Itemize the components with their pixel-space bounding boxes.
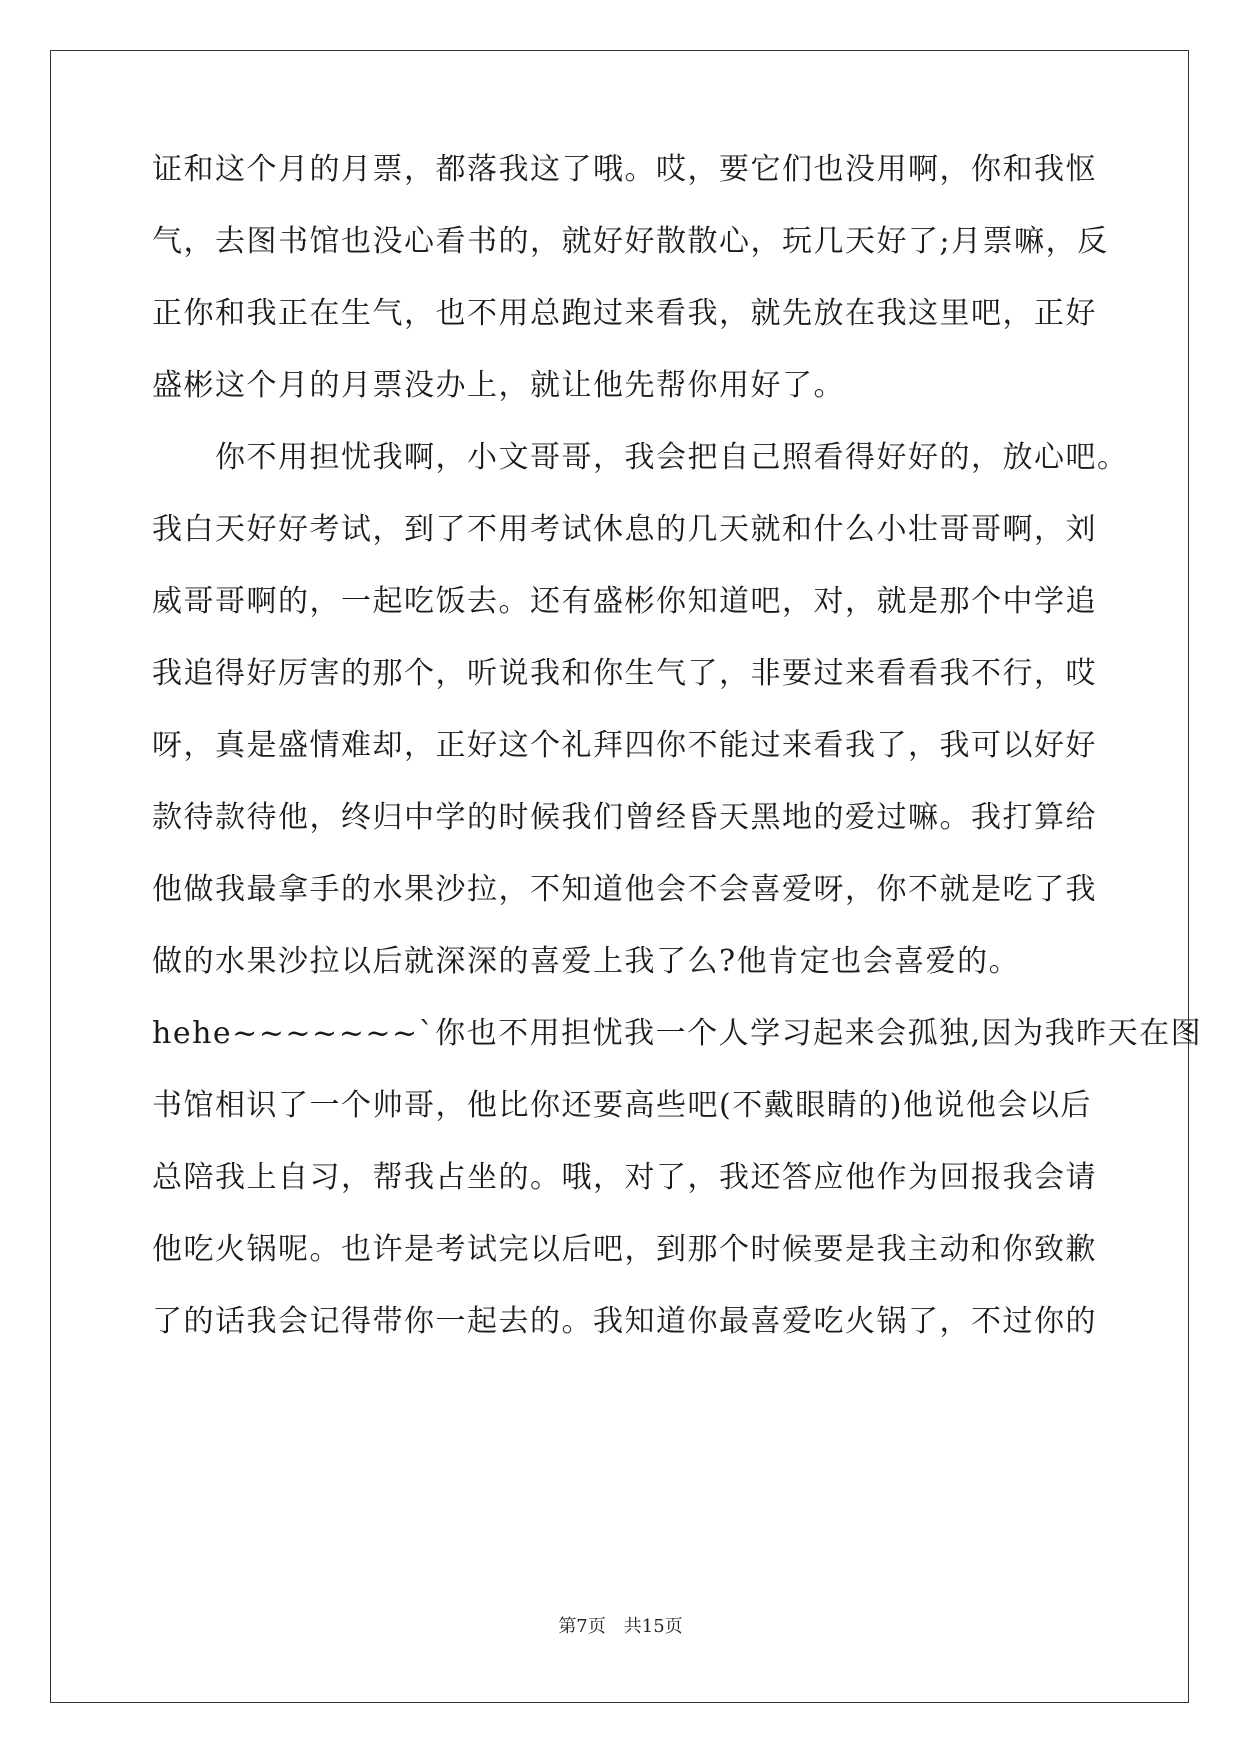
text-line: 我追得好厉害的那个，听说我和你生气了，非要过来看看我不行，哎 [152, 656, 1097, 691]
text-line: 我白天好好考试，到了不用考试休息的几天就和什么小壮哥哥啊，刘 [152, 512, 1097, 547]
text-line: 证和这个月的月票，都落我这了哦。哎，要它们也没用啊，你和我怄 [152, 152, 1097, 187]
page-footer [0, 1616, 1241, 1638]
text-line: 呀，真是盛情难却，正好这个礼拜四你不能过来看我了，我可以好好 [152, 728, 1097, 763]
text-line: 他做我最拿手的水果沙拉，不知道他会不会喜爱呀，你不就是吃了我 [152, 872, 1097, 907]
text-line: 他吃火锅呢。也许是考试完以后吧，到那个时候要是我主动和你致歉 [152, 1232, 1097, 1267]
page-total: 共15页 [623, 1616, 683, 1637]
page-number: 第7页 [558, 1616, 606, 1637]
text-line: 正你和我正在生气，也不用总跑过来看我，就先放在我这里吧，正好 [152, 296, 1097, 331]
text-line: 了的话我会记得带你一起去的。我知道你最喜爱吃火锅了，不过你的 [152, 1304, 1097, 1339]
text-line: 气，去图书馆也没心看书的，就好好散散心，玩几天好了;月票嘛，反 [152, 224, 1109, 259]
text-line: 盛彬这个月的月票没办上，就让他先帮你用好了。 [152, 368, 845, 403]
text-line: 书馆相识了一个帅哥，他比你还要高些吧(不戴眼睛的)他说他会以后 [152, 1088, 1092, 1123]
text-line: hehe~~~~~~~`你也不用担忧我一个人学习起来会孤独,因为我昨天在图 [152, 1016, 1203, 1051]
text-line: 款待款待他，终归中学的时候我们曾经昏天黑地的爱过嘛。我打算给 [152, 800, 1097, 835]
text-line: 总陪我上自习，帮我占坐的。哦，对了，我还答应他作为回报我会请 [152, 1160, 1097, 1195]
text-line: 你不用担忧我啊，小文哥哥，我会把自己照看得好好的，放心吧。 [152, 440, 1129, 475]
text-line: 威哥哥啊的，一起吃饭去。还有盛彬你知道吧，对，就是那个中学追 [152, 584, 1097, 619]
text-line: 做的水果沙拉以后就深深的喜爱上我了么?他肯定也会喜爱的。 [152, 944, 1021, 979]
